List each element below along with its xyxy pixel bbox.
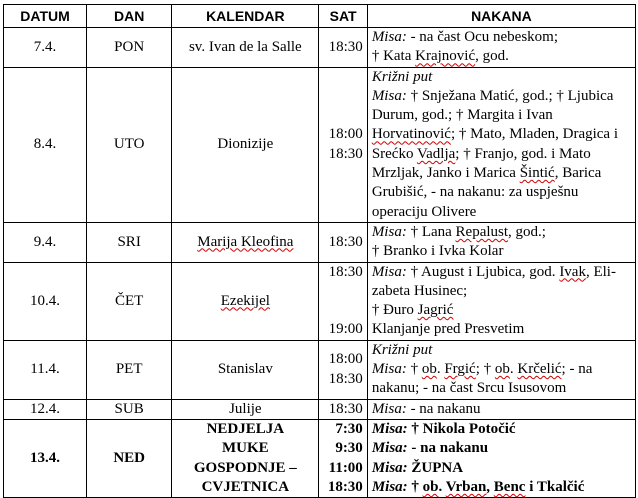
- nakana-text: Klanjanje pred Presvetim: [371, 321, 525, 338]
- name-text: Frgić: [444, 361, 476, 378]
- cell-datum: 8.4.: [4, 67, 87, 222]
- time-value: 18:00: [328, 126, 363, 143]
- nakana-line: [372, 360, 631, 379]
- time-value: 9:30: [335, 440, 363, 457]
- nakana-line: [372, 87, 631, 106]
- nakana-text: † Nikola Potočić: [407, 420, 516, 437]
- mass-label: Misa:: [371, 361, 407, 378]
- nakana-text: , Barica: [554, 165, 602, 182]
- nakana-text: Mrzljak, Janko i Marica: [371, 165, 520, 182]
- name-text: Krčelić: [517, 361, 562, 378]
- mass-label: Misa:: [371, 420, 408, 437]
- time-value: 11:00: [328, 459, 363, 476]
- cell-sat: [319, 340, 367, 399]
- time-value: 18:30: [328, 145, 363, 162]
- mass-label: Križni put: [371, 341, 433, 358]
- time-value: 18:30: [328, 263, 363, 280]
- cell-dan: SUB: [87, 399, 172, 419]
- nakana-line: [372, 47, 631, 66]
- time-value: 18:30: [328, 370, 363, 387]
- cell-sat: [319, 222, 367, 262]
- header-sat: SAT: [319, 5, 367, 28]
- name-text: ob: [421, 361, 437, 378]
- header-nakana: NAKANA: [367, 5, 635, 28]
- nakana-line: [372, 420, 631, 439]
- nakana-text: , Eli-: [585, 263, 616, 280]
- kalendar-line: GOSPODNJE –: [193, 459, 297, 476]
- nakana-line: [372, 341, 631, 360]
- nakana-text: ,: [486, 478, 494, 495]
- nakana-text: - na nakanu: [407, 440, 489, 457]
- table-header: [4, 5, 636, 28]
- table-row: [4, 419, 636, 497]
- nakana-line: [372, 125, 631, 144]
- nakana-line: [372, 263, 631, 282]
- header-datum: DATUM: [4, 5, 87, 28]
- nakana-line: [372, 145, 631, 164]
- cell-sat: [319, 262, 367, 340]
- kalendar-line: MUKE: [222, 440, 269, 457]
- mass-label: Misa:: [371, 478, 408, 495]
- nakana-text: †: [406, 361, 422, 378]
- cell-kalendar: [172, 28, 319, 68]
- nakana-text: , god.: [475, 48, 509, 65]
- nakana-line: [372, 400, 631, 419]
- nakana-text: † Lana: [406, 223, 456, 240]
- time-value: 18:30: [328, 38, 363, 55]
- cell-kalendar: [172, 222, 319, 262]
- table-row: [4, 28, 636, 68]
- nakana-line: [372, 68, 631, 87]
- cell-dan: SRI: [87, 222, 172, 262]
- name-text: Jagrić: [417, 302, 454, 319]
- time-value: 18:30: [328, 400, 363, 417]
- nakana-text: .: [509, 361, 518, 378]
- nakana-text: † Đuro: [371, 302, 418, 319]
- cell-dan: NED: [87, 419, 172, 497]
- cell-kalendar: [172, 340, 319, 399]
- nakana-text: nakanu; - na čast Srcu Isusovom: [371, 380, 567, 397]
- nakana-text: - na nakanu: [406, 400, 481, 417]
- nakana-line: [372, 478, 631, 497]
- mass-label: Križni put: [371, 68, 433, 85]
- cell-kalendar: [172, 67, 319, 222]
- mass-label: Misa:: [371, 223, 407, 240]
- time-value: 18:00: [328, 351, 363, 368]
- nakana-text: † August i Ljubica, god.: [406, 263, 560, 280]
- table-row: [4, 222, 636, 262]
- nakana-text: zabeta Husinec;: [371, 282, 468, 299]
- mass-label: Misa:: [371, 459, 408, 476]
- nakana-line: [372, 164, 631, 183]
- header-row: [4, 5, 636, 28]
- cell-datum: 10.4.: [4, 262, 87, 340]
- cell-sat: [319, 67, 367, 222]
- kalendar-line: CVJETNICA: [201, 478, 290, 495]
- mass-label: Misa:: [371, 29, 407, 45]
- time-value: 19:00: [328, 321, 363, 338]
- cell-datum: 7.4.: [4, 28, 87, 68]
- cell-nakana: [367, 340, 635, 399]
- time-value: 18:30: [327, 478, 363, 495]
- nakana-text: ; - na: [561, 361, 593, 378]
- nakana-text: † Snježana Matić, god.; † Ljubica: [406, 87, 614, 104]
- nakana-text: i Tkalčić: [525, 478, 585, 495]
- cell-nakana: [367, 67, 635, 222]
- cell-nakana: [367, 262, 635, 340]
- time-value: 7:30: [335, 420, 363, 437]
- kalendar-line: Dionizije: [217, 136, 274, 153]
- nakana-text: .: [436, 361, 445, 378]
- nakana-line: [372, 282, 631, 301]
- cell-nakana: [367, 222, 635, 262]
- table-row: [4, 67, 636, 222]
- nakana-text: † Branko i Ivka Kolar: [371, 243, 504, 260]
- mass-label: Misa:: [371, 400, 407, 417]
- kalendar-line: Stanislav: [217, 361, 273, 378]
- nakana-line: [372, 320, 631, 339]
- nakana-line: [372, 106, 631, 125]
- nakana-text: Srećko: [371, 145, 417, 162]
- nakana-text: ; † Franjo, god. i Mato: [455, 145, 591, 162]
- nakana-line: [372, 223, 631, 242]
- kalendar-text: Marija Kleofina: [197, 233, 294, 250]
- name-text: Benc: [493, 478, 526, 495]
- cell-dan: ČET: [87, 262, 172, 340]
- table-row: [4, 399, 636, 419]
- time-value: [323, 301, 362, 320]
- name-text: ob: [422, 478, 439, 495]
- nakana-text: operaciju Olivere: [371, 203, 477, 220]
- name-text: Horvatinović: [371, 126, 451, 143]
- nakana-text: .: [438, 478, 446, 495]
- cell-kalendar: [172, 419, 319, 497]
- nakana-text: † Kata: [371, 48, 416, 65]
- cell-datum: 9.4.: [4, 222, 87, 262]
- kalendar-line: [176, 292, 314, 311]
- cell-nakana: [367, 399, 635, 419]
- nakana-line: [372, 301, 631, 320]
- name-text: Repalust: [455, 223, 509, 240]
- cell-datum: 13.4.: [4, 419, 87, 497]
- cell-sat: [319, 399, 367, 419]
- nakana-text: Grubišić, - na nakanu: za uspješnu: [371, 184, 579, 201]
- mass-label: Misa:: [371, 263, 407, 280]
- name-text: ob: [494, 361, 510, 378]
- header-kalendar: KALENDAR: [172, 5, 319, 28]
- name-text: Krajnović: [415, 48, 476, 65]
- cell-kalendar: [172, 399, 319, 419]
- nakana-line: [372, 183, 631, 202]
- nakana-text: Durum, god.; † Margita i Ivan: [371, 107, 553, 124]
- kalendar-text: Ezekijel: [220, 292, 270, 309]
- time-value: [323, 282, 362, 301]
- mass-schedule-table: [3, 4, 636, 498]
- header-dan: DAN: [87, 5, 172, 28]
- table-body: [4, 28, 636, 498]
- cell-datum: 11.4.: [4, 340, 87, 399]
- nakana-text: , god.;: [508, 223, 546, 240]
- nakana-line: [372, 459, 631, 478]
- nakana-text: - na čast Ocu nebeskom;: [406, 29, 559, 45]
- name-text: Vadlja: [416, 145, 456, 162]
- nakana-line: [372, 203, 631, 222]
- cell-sat: [319, 28, 367, 68]
- kalendar-line: [176, 233, 314, 252]
- kalendar-line: Julije: [229, 400, 262, 417]
- name-text: Šintić: [519, 165, 555, 182]
- nakana-line: [372, 28, 631, 47]
- mass-label: Misa:: [371, 87, 407, 104]
- time-value: 18:30: [328, 233, 363, 250]
- cell-dan: UTO: [87, 67, 172, 222]
- table-row: [4, 340, 636, 399]
- nakana-text: ; † Mato, Mladen, Dragica i: [450, 126, 619, 143]
- kalendar-line: sv. Ivan de la Salle: [188, 38, 302, 55]
- cell-datum: 12.4.: [4, 399, 87, 419]
- kalendar-line: NEDJELJA: [206, 420, 285, 437]
- nakana-line: [372, 379, 631, 398]
- nakana-text: ; †: [475, 361, 495, 378]
- table-row: [4, 262, 636, 340]
- nakana-line: [372, 242, 631, 261]
- nakana-text: †: [407, 478, 423, 495]
- nakana-text: ŽUPNA: [407, 459, 464, 476]
- mass-label: Misa:: [371, 440, 408, 457]
- cell-nakana: [367, 28, 635, 68]
- cell-nakana: [367, 419, 635, 497]
- cell-dan: PET: [87, 340, 172, 399]
- cell-dan: PON: [87, 28, 172, 68]
- cell-sat: [319, 419, 367, 497]
- name-text: Vrban: [445, 478, 487, 495]
- nakana-line: [372, 439, 631, 458]
- cell-kalendar: [172, 262, 319, 340]
- name-text: Ivak: [559, 263, 586, 280]
